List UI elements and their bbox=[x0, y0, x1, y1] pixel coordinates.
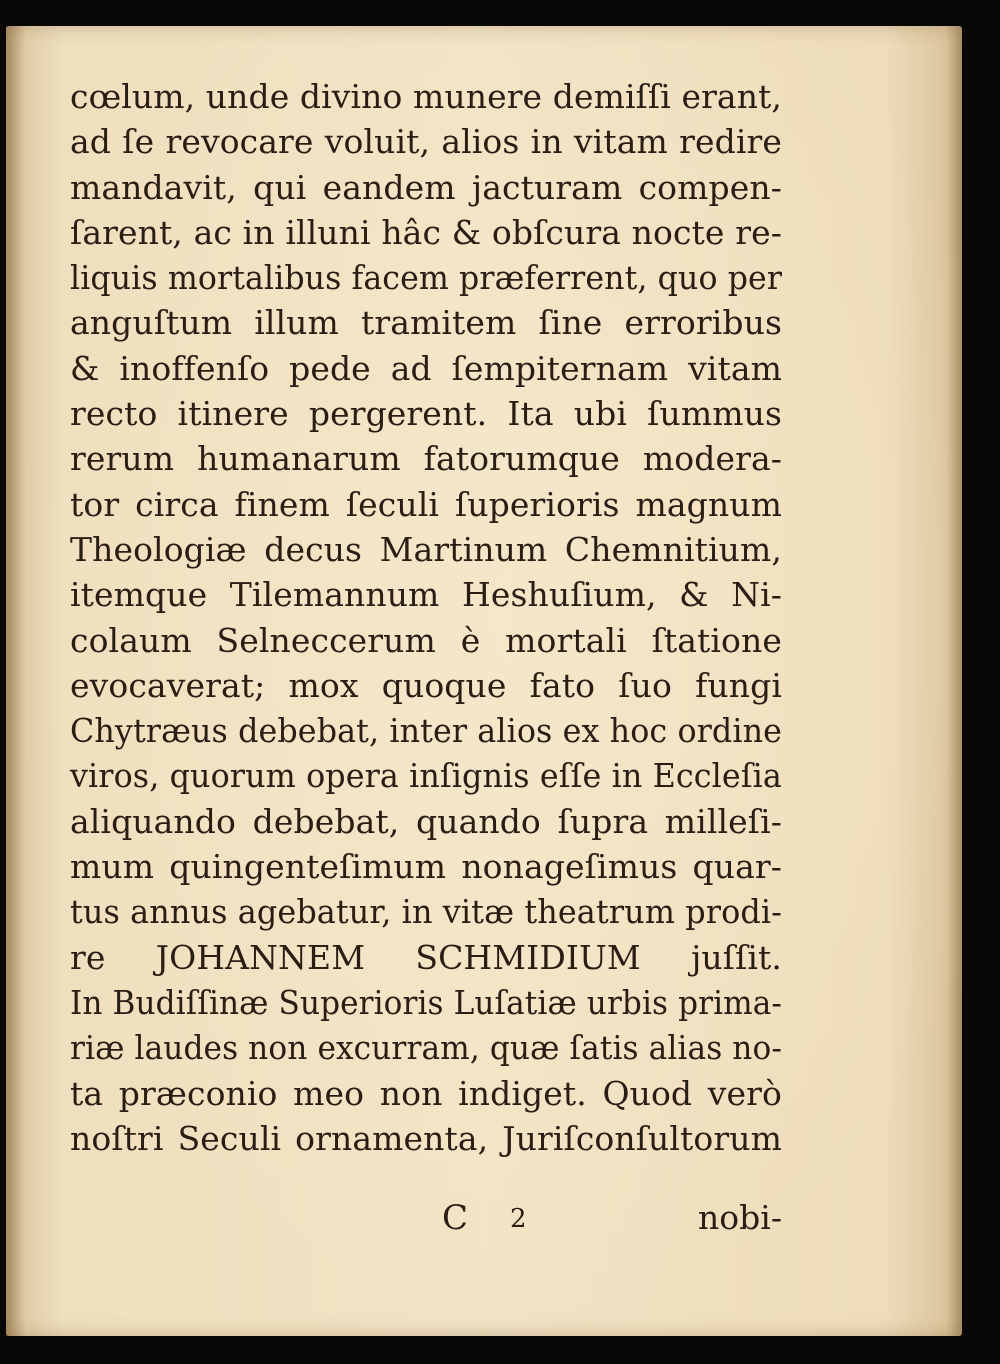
text-line: rerum humanarum fatorumque modera- bbox=[70, 439, 782, 479]
text-line: & inoffenſo pede ad ſempiternam vitam bbox=[70, 348, 782, 388]
text-line: ſarent, ac in illuni hâc & obſcura nocte re- bbox=[70, 212, 782, 252]
text-line: re JOHANNEM SCHMIDIUM juſſit. bbox=[70, 937, 782, 977]
text-line: cœlum, unde divino munere demiſſi erant, bbox=[70, 77, 782, 116]
text-line: Chytræus debebat, inter alios ex hoc ordine bbox=[70, 711, 783, 751]
text-line: ta præconio meo non indiget. Quod verò bbox=[70, 1073, 782, 1113]
book-page bbox=[6, 26, 962, 1336]
text-line: viros, quorum opera inſignis eſſe in Eccleſia bbox=[70, 756, 782, 796]
text-line: ad ſe revocare voluit, alios in vitam redire bbox=[70, 122, 782, 162]
text-line: recto itinere pergerent. Ita ubi ſummus bbox=[70, 394, 782, 434]
text-line: anguſtum illum tramitem ſine erroribus bbox=[70, 303, 782, 343]
body-text bbox=[70, 74, 782, 1161]
text-line: mum quingenteſimum nonageſimus quar- bbox=[70, 847, 782, 887]
text-line: In Budiſſinæ Superioris Luſatiæ urbis prima- bbox=[70, 982, 783, 1022]
spine-shadow bbox=[6, 26, 26, 1336]
text-line: liquis mortalibus facem præferrent, quo per bbox=[70, 258, 783, 298]
text-line: evocaverat; mox quoque fato ſuo fungi bbox=[70, 665, 782, 705]
text-line: tus annus agebatur, in vitæ theatrum prodi- bbox=[70, 892, 783, 932]
text-line: noſtri Seculi ornamenta, Juriſconſultorum bbox=[70, 1118, 782, 1158]
text-line: aliquando debebat, quando ſupra milleſi- bbox=[70, 801, 782, 841]
text-line: tor circa finem ſeculi ſuperioris magnum bbox=[70, 484, 782, 524]
text-line: colaum Selneccerum è mortali ſtatione bbox=[70, 620, 782, 660]
text-line: Theologiæ decus Martinum Chemnitium, bbox=[70, 529, 782, 569]
text-line: itemque Tilemannum Heshuſium, & Ni- bbox=[70, 575, 782, 615]
text-line: mandavit, qui eandem jacturam compen- bbox=[70, 167, 782, 207]
signature-number: 2 bbox=[510, 1204, 527, 1234]
text-line: riæ laudes non excurram, quæ ſatis alias no- bbox=[70, 1028, 783, 1068]
catchword: nobi- bbox=[698, 1198, 782, 1237]
signature-mark: C bbox=[442, 1198, 469, 1238]
page-edge-shadow bbox=[946, 26, 962, 1336]
page-footer bbox=[70, 1198, 782, 1248]
